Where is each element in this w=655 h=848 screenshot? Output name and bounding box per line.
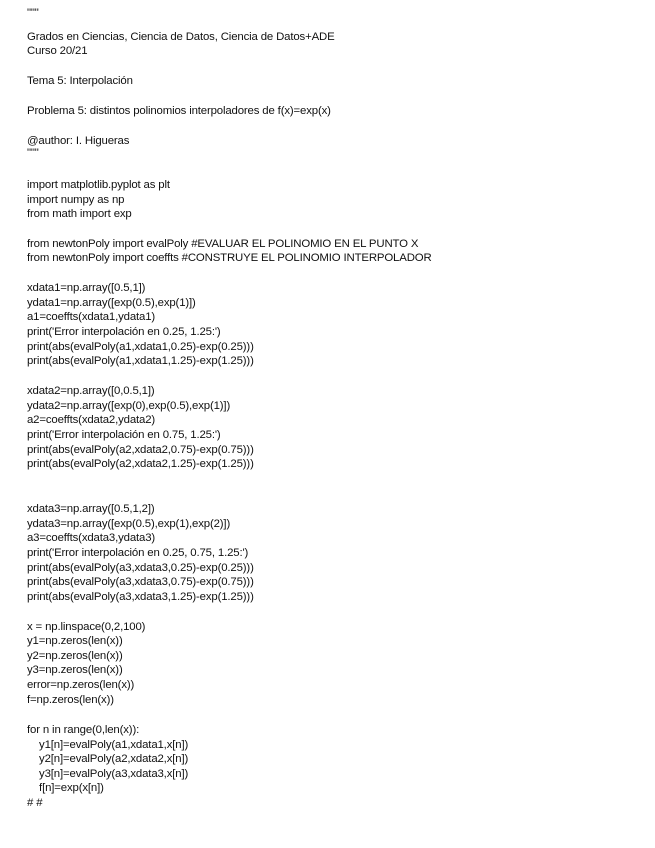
code-line: ydata3=np.array([exp(0.5),exp(1),exp(2)]) [27,518,231,530]
code-line: print('Error interpolación en 0.75, 1.25:') [27,429,221,441]
code-line: Grados en Ciencias, Ciencia de Datos, Ciencia de Datos+ADE [27,31,335,43]
code-line: error=np.zeros(len(x)) [27,679,135,691]
code-line: y1=np.zeros(len(x)) [27,635,123,647]
code-line: print('Error interpolación en 0.25, 1.25:') [27,326,221,338]
code-line: print(abs(evalPoly(a1,xdata1,0.25)-exp(0.25))) [27,341,254,353]
code-line: Tema 5: Interpolación [27,75,133,87]
code-line: print(abs(evalPoly(a3,xdata3,0.25)-exp(0.25))) [27,562,254,574]
code-line: @author: I. Higueras [27,135,130,147]
code-line: a2=coeffts(xdata2,ydata2) [27,414,156,426]
code-line: f=np.zeros(len(x)) [27,694,114,706]
code-line: from newtonPoly import coeffts #CONSTRUYE EL POLINOMIO INTERPOLADOR [27,252,432,264]
code-line: x = np.linspace(0,2,100) [27,621,146,633]
code-line: print(abs(evalPoly(a1,xdata1,1.25)-exp(1.25))) [27,355,254,367]
code-line: xdata2=np.array([0,0.5,1]) [27,385,155,397]
code-line: print('Error interpolación en 0.25, 0.75, 1.25:') [27,547,249,559]
code-line: """ [27,147,39,159]
code-line: print(abs(evalPoly(a3,xdata3,1.25)-exp(1.25))) [27,591,254,603]
code-line: print(abs(evalPoly(a2,xdata2,0.75)-exp(0.75))) [27,444,254,456]
code-line: ydata1=np.array([exp(0.5),exp(1)]) [27,297,196,309]
code-line: """ [27,7,39,19]
code-line: a3=coeffts(xdata3,ydata3) [27,532,156,544]
code-line: Curso 20/21 [27,45,88,57]
code-line: y3=np.zeros(len(x)) [27,664,123,676]
code-line: from newtonPoly import evalPoly #EVALUAR EL POLINOMIO EN EL PUNTO X [27,238,419,250]
code-line: # # [27,797,43,809]
code-line: y2=np.zeros(len(x)) [27,650,123,662]
code-line: a1=coeffts(xdata1,ydata1) [27,311,156,323]
code-line: print(abs(evalPoly(a3,xdata3,0.75)-exp(0.75))) [27,576,254,588]
code-line: import numpy as np [27,194,125,206]
code-line: from math import exp [27,208,132,220]
code-line: f[n]=exp(x[n]) [27,782,104,794]
code-line: ydata2=np.array([exp(0),exp(0.5),exp(1)]) [27,400,231,412]
code-line: xdata3=np.array([0.5,1,2]) [27,503,155,515]
code-line: for n in range(0,len(x)): [27,724,140,736]
code-line: y3[n]=evalPoly(a3,xdata3,x[n]) [27,768,189,780]
code-line: Problema 5: distintos polinomios interpoladores de f(x)=exp(x) [27,105,331,117]
code-line: xdata1=np.array([0.5,1]) [27,282,146,294]
code-line: y1[n]=evalPoly(a1,xdata1,x[n]) [27,739,189,751]
code-line: import matplotlib.pyplot as plt [27,179,170,191]
code-line: print(abs(evalPoly(a2,xdata2,1.25)-exp(1.25))) [27,458,254,470]
code-line: y2[n]=evalPoly(a2,xdata2,x[n]) [27,753,189,765]
